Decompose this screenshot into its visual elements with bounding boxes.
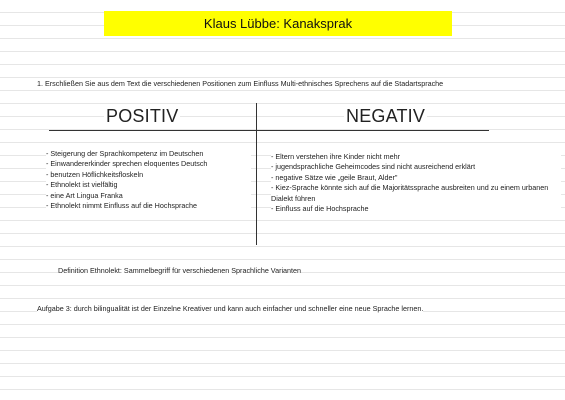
list-item: - eine Art Lingua Franka (46, 190, 123, 200)
list-item: - jugendsprachliche Geheimcodes sind nicht ausreichend erklärt (271, 162, 476, 172)
list-item: - Einwandererkinder sprechen eloquentes Deutsch (46, 159, 208, 169)
negative-list (271, 152, 561, 214)
title-highlight (104, 11, 452, 36)
list-item: - Einfluss auf die Hochsprache (271, 204, 369, 214)
positive-header: POSITIV (106, 106, 179, 126)
document-title: Klaus Lübbe: Kanaksprak (203, 16, 353, 31)
positive-list (46, 149, 251, 211)
negative-header: NEGATIV (346, 106, 426, 126)
list-item: - Kiez-Sprache könnte sich auf die Majoritätssprache ausbreiten und zu einem urbanen Dialekt führen (271, 183, 549, 203)
list-item: - Eltern verstehen ihre Kinder nicht mehr (271, 152, 401, 161)
list-item: - benutzen Höflichkeitsfloskeln (46, 169, 144, 179)
table-horizontal-divider (49, 130, 489, 131)
task-1-question: 1. Erschließen Sie aus dem Text die verschiedenen Positionen zum Einfluss Multi-ethnisches Sprechens auf die Stadartsprache (37, 79, 444, 88)
list-item: - Ethnolekt ist vielfältig (46, 180, 118, 190)
list-item: - negative Sätze wie „geile Braut, Alder" (271, 172, 398, 182)
list-item: - Steigerung der Sprachkompetenz im Deutschen (46, 149, 204, 158)
definition-ethnolekt: Definition Ethnolekt: Sammelbegriff für verschiedenen Sprachliche Varianten (58, 266, 302, 275)
task-3-answer: Aufgabe 3: durch bilingualität ist der Einzelne Kreativer und kann auch einfacher und schneller eine neue Sprache lernen. (37, 304, 424, 313)
list-item: - Ethnolekt nimmt Einfluss auf die Hochsprache (46, 201, 198, 211)
table-vertical-divider (256, 103, 257, 245)
